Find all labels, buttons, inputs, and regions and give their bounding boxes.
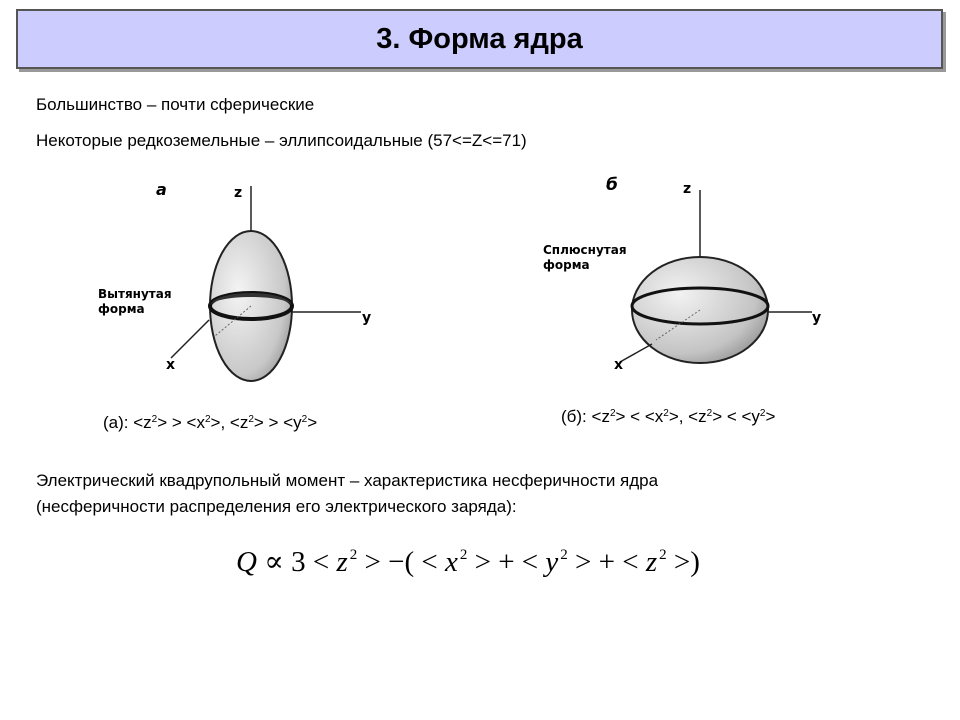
formula-sup: 2 bbox=[459, 547, 468, 563]
formula-sup: 2 bbox=[349, 547, 358, 563]
caption-term: > < <y bbox=[712, 407, 760, 426]
caption-prefix: (б): bbox=[561, 407, 592, 426]
caption-sup: 2 bbox=[204, 414, 211, 425]
formula-q: Q bbox=[236, 546, 257, 578]
formula-y: y bbox=[545, 546, 559, 578]
formula-part: > + < bbox=[467, 546, 546, 578]
formula-x: x bbox=[444, 546, 458, 578]
caption-sup: 2 bbox=[609, 408, 616, 419]
statement-spherical: Большинство – почти сферические bbox=[36, 95, 315, 114]
figure-oblate-label-line1: Сплюснутая bbox=[543, 243, 627, 257]
figure-prolate-label-line2: форма bbox=[98, 302, 145, 316]
figure-oblate-caption bbox=[561, 407, 775, 427]
formula-sup: 2 bbox=[659, 547, 667, 563]
figure-oblate-axis-z: z bbox=[683, 181, 692, 197]
figure-oblate-axis-x: x bbox=[614, 357, 624, 373]
figure-prolate-axis-x: x bbox=[166, 357, 176, 373]
caption-term: > < <x bbox=[615, 407, 664, 426]
figure-prolate-axis-z: z bbox=[234, 185, 243, 201]
formula-z: z bbox=[336, 546, 348, 578]
caption-term: > bbox=[307, 413, 318, 432]
caption-term: >, <z bbox=[668, 407, 707, 426]
figure-oblate-letter: б bbox=[606, 175, 618, 195]
formula-part: >) bbox=[666, 546, 700, 578]
axis-x-line bbox=[620, 344, 652, 362]
figure-oblate-axis-y: y bbox=[812, 310, 822, 326]
statement-ellipsoidal: Некоторые редкоземельные – эллипсоидальные (57<=Z<=71) bbox=[36, 131, 527, 150]
caption-prefix: (а): bbox=[103, 413, 134, 432]
caption-term: >, <z bbox=[210, 413, 249, 432]
formula-part: ∝ 3 < bbox=[256, 546, 337, 578]
figure-prolate-label-line1: Вытянутая bbox=[98, 287, 172, 301]
formula-part: > + < bbox=[567, 546, 646, 578]
formula-part: > −( < bbox=[357, 546, 445, 578]
quadrupole-formula bbox=[236, 544, 756, 594]
figure-oblate-label bbox=[543, 243, 627, 273]
formula-sup: 2 bbox=[560, 547, 568, 563]
caption-sup: 2 bbox=[663, 408, 669, 419]
formula-z: z bbox=[645, 546, 658, 578]
caption-sup: 2 bbox=[759, 408, 766, 419]
caption-sup: 2 bbox=[301, 414, 308, 425]
caption-term: <z bbox=[591, 407, 610, 426]
caption-term: > bbox=[765, 407, 776, 426]
caption-sup: 2 bbox=[151, 414, 158, 425]
page-title: 3. Форма ядра bbox=[376, 22, 583, 55]
figure-oblate-label-line2: форма bbox=[543, 258, 590, 272]
quadrupole-paragraph-line1: Электрический квадрупольный момент – характеристика несферичности ядра bbox=[36, 471, 659, 490]
caption-term: <z bbox=[133, 413, 152, 432]
figure-prolate-axis-y: y bbox=[362, 310, 372, 326]
caption-sup: 2 bbox=[248, 414, 254, 425]
caption-sup: 2 bbox=[706, 408, 713, 419]
caption-term: > > <x bbox=[157, 413, 205, 432]
quadrupole-paragraph-line2: (несферичности распределения его электрического заряда): bbox=[36, 497, 517, 516]
figure-prolate-letter: а bbox=[156, 180, 167, 199]
caption-term: > > <y bbox=[253, 413, 302, 432]
